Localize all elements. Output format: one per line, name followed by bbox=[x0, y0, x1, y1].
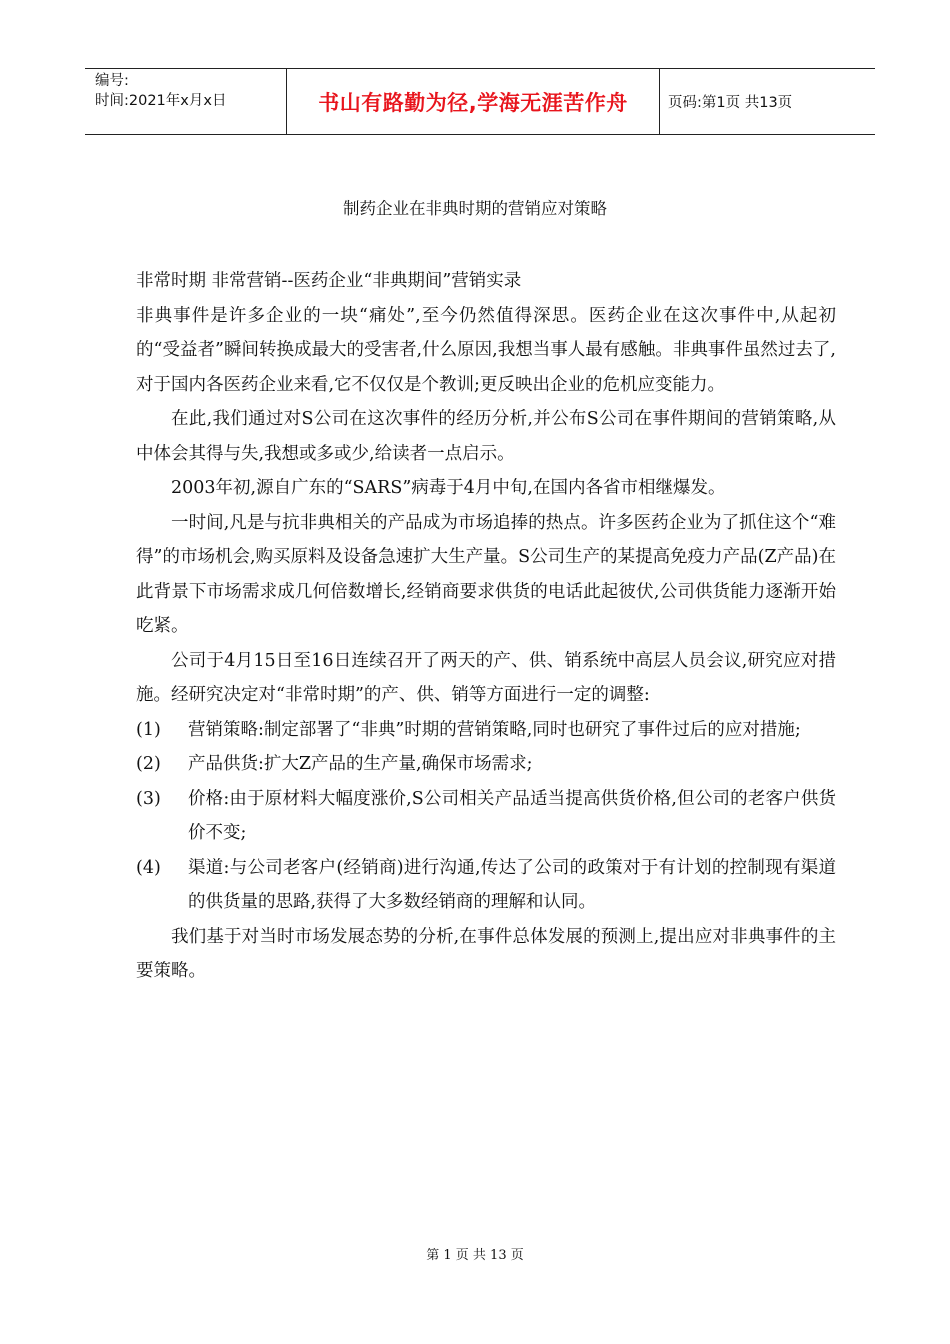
section-subtitle: 非常时期 非常营销--医药企业“非典期间”营销实录 bbox=[136, 271, 522, 291]
paragraph: 一时间,凡是与抗非典相关的产品成为市场追捧的热点。许多医药企业为了抓住这个“难得”的市场机会,购买原料及设备急速扩大生产量。S公司生产的某提高免疫力产品(Z产品)在此背景下市场需求成几何倍数增长,经销商要求供货的电话此起彼伏,公司供货能力逐渐开始吃紧。 bbox=[136, 512, 836, 636]
list-number: (3) bbox=[136, 788, 161, 809]
paragraph: 2003年初,源自广东的“SARS”病毒于4月中旬,在国内各省市相继爆发。 bbox=[171, 478, 726, 498]
list-text: 营销策略:制定部署了“非典”时期的营销策略,同时也研究了事件过后的应对措施; bbox=[188, 719, 801, 740]
serial-number-label: 编号: bbox=[95, 73, 129, 89]
list-number: (4) bbox=[136, 857, 161, 878]
list-number: (2) bbox=[136, 754, 161, 774]
list-item bbox=[136, 851, 836, 920]
list-item bbox=[136, 747, 836, 782]
paragraph: 我们基于对当时市场发展态势的分析,在事件总体发展的预测上,提出应对非典事件的主要策略。 bbox=[136, 926, 836, 981]
page-footer: 第 1 页 共 13 页 bbox=[426, 1248, 524, 1263]
list-text: 产品供货:扩大Z产品的生产量,确保市场需求; bbox=[188, 754, 533, 774]
list-item bbox=[136, 713, 836, 748]
header-motto: 书山有路勤为径,学海无涯苦作舟 bbox=[287, 69, 660, 134]
list-number: (1) bbox=[136, 719, 161, 740]
paragraph: 在此,我们通过对S公司在这次事件的经历分析,并公布S公司在事件期间的营销策略,从中体会其得与失,我想或多或少,给读者一点启示。 bbox=[136, 409, 836, 464]
header-page-number: 页码:第1页 共13页 bbox=[668, 95, 793, 111]
paragraph: 非典事件是许多企业的一块“痛处”,至今仍然值得深思。医药企业在这次事件中,从起初的“受益者”瞬间转换成最大的受害者,什么原因,我想当事人最有感触。非典事件虽然过去了,对于国内各医药企业来看,它不仅仅是个教训;更反映出企业的危机应变能力。 bbox=[136, 305, 836, 395]
date-label: 时间:2021年x月x日 bbox=[95, 93, 227, 109]
document-body bbox=[136, 264, 836, 989]
page-header bbox=[85, 68, 875, 135]
header-meta bbox=[85, 69, 287, 134]
document-title: 制药企业在非典时期的营销应对策略 bbox=[343, 199, 607, 218]
list-item bbox=[136, 782, 836, 851]
list-text: 渠道:与公司老客户(经销商)进行沟通,传达了公司的政策对于有计划的控制现有渠道的供货量的思路,获得了大多数经销商的理解和认同。 bbox=[188, 857, 836, 912]
paragraph: 公司于4月15日至16日连续召开了两天的产、供、销系统中高层人员会议,研究应对措施。经研究决定对“非常时期”的产、供、销等方面进行一定的调整: bbox=[136, 650, 836, 705]
list-text: 价格:由于原材料大幅度涨价,S公司相关产品适当提高供货价格,但公司的老客户供货价不变; bbox=[188, 788, 836, 843]
